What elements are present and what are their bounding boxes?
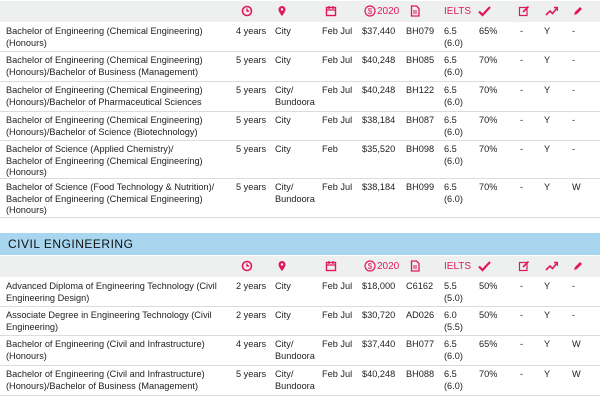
program-name: Bachelor of Engineering (Civil and Infrastructure) (Honours) bbox=[6, 339, 205, 361]
duration: 4 years bbox=[236, 26, 267, 36]
location: City bbox=[275, 26, 291, 36]
col-pen-value: - bbox=[572, 85, 576, 95]
course-code: BH079 bbox=[406, 26, 435, 36]
table-row bbox=[0, 179, 600, 218]
fees-year-label: 2020 bbox=[377, 261, 400, 272]
course-code: BH085 bbox=[406, 55, 435, 65]
ielts-score: 6.5 (6.0) bbox=[444, 115, 463, 137]
table-row bbox=[0, 112, 600, 141]
ielts-score: 6.0 (5.5) bbox=[444, 310, 463, 332]
location: City/ Bundoora bbox=[275, 339, 315, 361]
ielts-score: 6.5 (6.0) bbox=[444, 26, 463, 48]
intake: Feb Jul bbox=[322, 26, 353, 36]
intake: Feb Jul bbox=[322, 281, 353, 291]
ielts-score: 6.5 (6.0) bbox=[444, 55, 463, 77]
ielts-score: 6.5 (6.0) bbox=[444, 144, 463, 166]
table-row bbox=[0, 366, 600, 396]
col-pen-value: - bbox=[572, 115, 576, 125]
fee: $37,440 bbox=[362, 26, 396, 36]
entry-score: 65% bbox=[479, 26, 498, 36]
location-pin-icon bbox=[276, 5, 288, 17]
course-code: BH088 bbox=[406, 369, 435, 379]
svg-text:$: $ bbox=[367, 262, 373, 271]
program-name: Bachelor of Engineering (Civil and Infrastructure) (Honours)/Bachelor of Business (Management) bbox=[6, 369, 205, 391]
col-pen-value: - bbox=[572, 26, 576, 36]
dollar-circle-icon bbox=[364, 260, 376, 272]
col-edit-value: - bbox=[520, 85, 524, 95]
duration: 2 years bbox=[236, 310, 267, 320]
trend-arrow-icon bbox=[545, 260, 558, 272]
program-name: Bachelor of Engineering (Chemical Engineering) (Honours)/Bachelor of Pharmaceutical Sciences bbox=[6, 85, 203, 107]
section-banner-civil-engineering bbox=[0, 233, 600, 255]
col-edit-value: - bbox=[520, 26, 524, 36]
col-trend-value: Y bbox=[544, 281, 551, 291]
location: City/ Bundoora bbox=[275, 85, 315, 107]
col-pen-value: - bbox=[572, 310, 576, 320]
entry-score: 65% bbox=[479, 339, 498, 349]
intake: Feb Jul bbox=[322, 115, 353, 125]
duration: 5 years bbox=[236, 115, 267, 125]
dollar-circle-icon bbox=[364, 5, 376, 17]
table-row bbox=[0, 82, 600, 112]
fees-year-label: 2020 bbox=[377, 6, 400, 17]
document-icon bbox=[409, 260, 421, 272]
col-trend-value: Y bbox=[544, 85, 551, 95]
duration: 5 years bbox=[236, 85, 267, 95]
pen-icon bbox=[572, 260, 584, 272]
clock-icon bbox=[241, 260, 253, 272]
entry-score: 70% bbox=[479, 115, 498, 125]
col-trend-value: Y bbox=[544, 369, 551, 379]
intake: Feb Jul bbox=[322, 310, 353, 320]
col-edit-value: - bbox=[520, 369, 524, 379]
duration: 5 years bbox=[236, 369, 267, 379]
trend-arrow-icon bbox=[545, 5, 558, 17]
program-name: Bachelor of Science (Food Technology & Nutrition)/ Bachelor of Engineering (Chemical Engineering) (Honours) bbox=[6, 182, 215, 215]
entry-score: 70% bbox=[479, 369, 498, 379]
intake: Feb bbox=[322, 144, 338, 154]
duration: 5 years bbox=[236, 144, 267, 154]
intake: Feb Jul bbox=[322, 369, 353, 379]
fee: $38,184 bbox=[362, 115, 396, 125]
col-pen-value: - bbox=[572, 144, 576, 154]
duration: 4 years bbox=[236, 339, 267, 349]
col-trend-value: Y bbox=[544, 144, 551, 154]
program-name: Advanced Diploma of Engineering Technology (Civil Engineering Design) bbox=[6, 281, 217, 303]
course-code: C6162 bbox=[406, 281, 434, 291]
location: City bbox=[275, 55, 291, 65]
ielts-score: 6.5 (6.0) bbox=[444, 339, 463, 361]
intake: Feb Jul bbox=[322, 339, 353, 349]
location: City bbox=[275, 144, 291, 154]
col-trend-value: Y bbox=[544, 26, 551, 36]
col-pen-value: - bbox=[572, 55, 576, 65]
col-trend-value: Y bbox=[544, 55, 551, 65]
fee: $30,720 bbox=[362, 310, 396, 320]
checkmark-icon bbox=[478, 5, 491, 17]
program-name: Bachelor of Engineering (Chemical Engineering) (Honours)/Bachelor of Business (Management) bbox=[6, 55, 203, 77]
col-trend-value: Y bbox=[544, 339, 551, 349]
intake: Feb Jul bbox=[322, 85, 353, 95]
table-header-civil bbox=[0, 256, 600, 277]
col-edit-value: - bbox=[520, 144, 524, 154]
entry-score: 70% bbox=[479, 182, 498, 192]
entry-score: 50% bbox=[479, 310, 498, 320]
fee: $40,248 bbox=[362, 85, 396, 95]
duration: 2 years bbox=[236, 281, 267, 291]
course-code: BH098 bbox=[406, 144, 435, 154]
fee: $40,248 bbox=[362, 369, 396, 379]
fee: $35,520 bbox=[362, 144, 396, 154]
location: City bbox=[275, 281, 291, 291]
table-row bbox=[0, 278, 600, 307]
table-row bbox=[0, 23, 600, 52]
document-icon bbox=[409, 5, 421, 17]
table-row bbox=[0, 52, 600, 82]
calendar-icon bbox=[325, 260, 337, 272]
entry-score: 70% bbox=[479, 85, 498, 95]
svg-text:$: $ bbox=[367, 7, 373, 16]
col-pen-value: - bbox=[572, 281, 576, 291]
col-edit-value: - bbox=[520, 115, 524, 125]
col-trend-value: Y bbox=[544, 310, 551, 320]
calendar-icon bbox=[325, 5, 337, 17]
location: City bbox=[275, 115, 291, 125]
table-header-chemical bbox=[0, 1, 600, 22]
program-name: Bachelor of Science (Applied Chemistry)/ Bachelor of Engineering (Chemical Engineering) (Honours) bbox=[6, 144, 203, 177]
location: City bbox=[275, 310, 291, 320]
col-trend-value: Y bbox=[544, 115, 551, 125]
fee: $18,000 bbox=[362, 281, 396, 291]
ielts-score: 5.5 (5.0) bbox=[444, 281, 463, 303]
location: City/ Bundoora bbox=[275, 369, 315, 391]
duration: 5 years bbox=[236, 182, 267, 192]
col-edit-value: - bbox=[520, 310, 524, 320]
ielts-label: IELTS bbox=[444, 261, 472, 272]
intake: Feb Jul bbox=[322, 55, 353, 65]
ielts-score: 6.5 (6.0) bbox=[444, 369, 463, 391]
course-code: BH077 bbox=[406, 339, 435, 349]
col-edit-value: - bbox=[520, 182, 524, 192]
edit-icon bbox=[518, 5, 530, 17]
col-edit-value: - bbox=[520, 339, 524, 349]
table-row bbox=[0, 141, 600, 179]
col-pen-value: W bbox=[572, 182, 581, 192]
ielts-score: 6.5 (6.0) bbox=[444, 182, 463, 204]
intake: Feb Jul bbox=[322, 182, 353, 192]
entry-score: 50% bbox=[479, 281, 498, 291]
location: City/ Bundoora bbox=[275, 182, 315, 204]
course-code: BH122 bbox=[406, 85, 435, 95]
entry-score: 70% bbox=[479, 55, 498, 65]
location-pin-icon bbox=[276, 260, 288, 272]
checkmark-icon bbox=[478, 260, 491, 272]
col-trend-value: Y bbox=[544, 182, 551, 192]
table-row bbox=[0, 307, 600, 336]
col-pen-value: W bbox=[572, 369, 581, 379]
course-code: BH087 bbox=[406, 115, 435, 125]
program-name: Bachelor of Engineering (Chemical Engineering) (Honours)/Bachelor of Science (Biotechnology) bbox=[6, 115, 203, 137]
course-code: AD026 bbox=[406, 310, 435, 320]
ielts-label: IELTS bbox=[444, 6, 472, 17]
section-title: CIVIL ENGINEERING bbox=[8, 237, 134, 251]
entry-score: 70% bbox=[479, 144, 498, 154]
fee: $37,440 bbox=[362, 339, 396, 349]
col-pen-value: W bbox=[572, 339, 581, 349]
col-edit-value: - bbox=[520, 55, 524, 65]
program-name: Bachelor of Engineering (Chemical Engineering) (Honours) bbox=[6, 26, 203, 48]
course-code: BH099 bbox=[406, 182, 435, 192]
pen-icon bbox=[572, 5, 584, 17]
clock-icon bbox=[241, 5, 253, 17]
ielts-score: 6.5 (6.0) bbox=[444, 85, 463, 107]
duration: 5 years bbox=[236, 55, 267, 65]
edit-icon bbox=[518, 260, 530, 272]
col-edit-value: - bbox=[520, 281, 524, 291]
table-row bbox=[0, 336, 600, 366]
fee: $40,248 bbox=[362, 55, 396, 65]
program-name: Associate Degree in Engineering Technology (Civil Engineering) bbox=[6, 310, 212, 332]
fee: $38,184 bbox=[362, 182, 396, 192]
